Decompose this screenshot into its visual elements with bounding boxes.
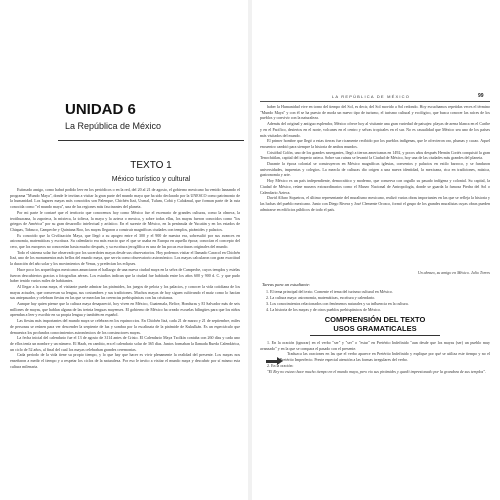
paragraph: Durante la época colonial se construyeron en México magníficas iglesias, conventos y palacios en estilo barroco, y se fundaron universidades, imprentas y colegios. La mezcla de culturas dio origen a una nueva identidad, la mexicana, rica en tradiciones, música, gastronomía y arte. bbox=[260, 161, 490, 178]
paragraph: La fecha inicial del calendario fue el 13 de agosto de 3114 antes de Cristo. El Calendario Maya Tzolkín contaba con 260 días y cada uno de ellos tenía un nombre y un número. El Haab, en cambio, era el calendario solar de 365 días. Juntos formaban la llamada Rueda Calendárica, un ciclo de 52 años, al final del cual los mayas celebraban grandes ceremonias. bbox=[10, 335, 240, 352]
comprehension-heading bbox=[310, 315, 440, 333]
comprehension-heading-line: USOS GRAMATICALES bbox=[333, 324, 417, 333]
list-item: 4. La historia de los mayas y de otros pueblos prehispánicos de México. bbox=[266, 307, 382, 312]
paragraph: Traduzca las oraciones en las que el verbo aparece en Pretérito Indefinido y explique por qué se utiliza este tiempo y no el Pretérito Imperfecto. Preste especial atención a las formas irregulares del verbo. bbox=[280, 351, 490, 363]
body-text bbox=[10, 187, 240, 433]
paragraph: El primer hombre que llegó a estas tierras fue ricamente recibido por los pueblos indígenas, que le ofrecieron oro, plumas y cacao. Aquel encuentro cambió para siempre la historia de ambos mundos. bbox=[260, 138, 490, 149]
comprehension-heading-line: COMPRENSIÓN DEL TEXTO bbox=[324, 315, 426, 324]
texto-subheading: México turístico y cultural bbox=[111, 176, 191, 183]
texto-heading: TEXTO 1 bbox=[130, 160, 172, 171]
paragraph: haber la Humanidad vive en torno del tiempo del Sol, es decir, del Sol movido a Sol redondo. Hoy escuchamos repetidas veces el término "Mundo Maya" y con él se ha puesto de moda un nuevo tipo de turismo, el turismo cultural y ecológico, que busca conocer las raíces de los pueblos y convivir con la naturaleza. bbox=[260, 104, 490, 121]
unit-subtitle: La República de México bbox=[65, 121, 162, 131]
left-page bbox=[0, 0, 248, 500]
paragraph: Hace poco los arqueólogos mexicanos anunciaron el hallazgo de una nueva ciudad maya en la selva de Campeche, cuyos templos y estelas fueron descubiertos gracias a fotografías aéreas. Los estudios indican que la ciudad fue habitada entre los años 600 y 900 d. C. y que pudo haber tenido varios miles de habitantes. bbox=[10, 266, 240, 284]
arrow-head bbox=[277, 357, 283, 365]
list-item: 1. El tema principal del texto. Comente el tema del turismo cultural en México. bbox=[266, 289, 393, 294]
paragraph: Todo el sistema solar fue observado por los sacerdotes mayas desde sus observatorios. Hoy podemos visitar el llamado Caracol en Chichén Itzá, uno de los monumentos más bellos del mundo maya, que servía como observatorio astronómico. Los mayas calcularon con gran exactitud la duración del año solar y los movimientos de Venus, y predecían los eclipses. bbox=[10, 249, 240, 267]
tasks-list bbox=[266, 289, 488, 313]
paragraph: Por mi parte le contaré que el territorio que conocemos hoy como México fue el escenario de grandes culturas, como la olmeca, la teotihuacana, la zapoteca, la mixteca, la tolteca, la maya y la azteca o mexica, y sobre todas ellas, los mayas fueron conocidos como "los griegos de América" por su gran desarrollo intelectual y artístico. En el sureste de México, en la península de Yucatán y en los estados de Chiapas, Tabasco, Campeche y Quintana Roo, los mayas llegaron a construir magníficas ciudades con templos, pirámides y palacios. bbox=[10, 209, 240, 232]
paragraph: Al llegar a la zona maya, el visitante puede admirar las pirámides, los juegos de pelota y los palacios, y conocer la vida cotidiana de los mayas actuales, que conservan su lengua, sus costumbres y sus tradiciones. Muchos mayas de hoy siguen cultivando el maíz como lo hacían sus antepasados y celebran fiestas en las que se mezclan las creencias prehispánicas con las cristianas. bbox=[10, 283, 240, 301]
list-item: 2. La cultura maya: astronomía, matemáticas, escritura y calendario. bbox=[266, 295, 376, 300]
right-page bbox=[252, 0, 500, 500]
paragraph: Estimado amigo, como habrá podido leer en los periódicos o en la red, del 20 al 21 de agosto, el gobierno mexicano ha venido lanzando el programa "Mundo Maya", donde le invitan a visitar la gran parte del mundo maya que ha sido declarado por la UNESCO como patrimonio de la humanidad. Los lugares mayas más conocidos son Palenque, Chichén Itzá, Uxmal, Tulum, Cobá y Calakmul, que forman parte de la ruta conocida como "el mundo maya", una de las regiones más fascinantes del planeta. bbox=[10, 187, 240, 210]
paragraph: "El Rey no estuvo hace mucho tiempo en el mundo maya, pero vio sus pirámides y quedó impresionado por la grandeza de sus templos". bbox=[267, 368, 486, 374]
page-number: 99 bbox=[478, 93, 484, 99]
running-head: LA REPÚBLICA DE MÉXICO bbox=[331, 94, 411, 99]
unit-title: UNIDAD 6 bbox=[65, 101, 136, 118]
paragraph: David Alfaro Siqueiros, el último representante del muralismo mexicano, realizó varias obras importantes en las que se refleja la historia y las luchas del pueblo mexicano. Junto con Diego Rivera y José Clemente Orozco, formó el grupo de los grandes muralistas cuyas obras pueden admirarse en edificios públicos de todo el país. bbox=[260, 195, 490, 212]
paragraph: Hoy México es un país independiente, democrático y moderno, que conserva con orgullo su pasado indígena y colonial. Su capital, la Ciudad de México, reúne museos extraordinarios como el Museo Nacional de Antropología, donde se guarda la famosa Piedra del Sol o Calendario Azteca. bbox=[260, 178, 490, 195]
letter-signature: Un abrazo, su amigo en México. Julio Torres bbox=[417, 270, 490, 275]
tasks-heading: Tareas para un estudiante: bbox=[262, 282, 311, 287]
exercise-text bbox=[260, 340, 490, 466]
header-rule bbox=[260, 101, 490, 102]
title-rule bbox=[58, 140, 244, 141]
arrow-right-icon bbox=[266, 357, 284, 366]
comprehension-rule bbox=[310, 335, 440, 336]
paragraph: 1. En la oración (ignorar) en el verbo "ser" y "ser" o "estar" en Pretérito Indefinido "aun desde que los mayas (ser) un pueblo muy avanzado" y en la que se compara el pasado con el presente. bbox=[260, 340, 490, 351]
paragraph: Cada período de la vida tiene su propio tiempo, y lo que hay que hacer es vivir plenamente la realidad del presente. Los mayas nos enseñaron a medir el tiempo y a respetar los ciclos de la naturaleza. Por eso le invito a visitar el mundo maya y descubrir por sí mismo esta cultura milenaria. bbox=[10, 352, 240, 369]
paragraph: Las fiestas más importantes del mundo maya se celebran en los equinoccios. En Chichén Itzá, cada 21 de marzo y 21 de septiembre, miles de personas se reúnen para ver descender la serpiente de luz y sombra por la escalinata de la pirámide de Kukulkán. Es un espectáculo que demuestra los profundos conocimientos astronómicos de los constructores mayas. bbox=[10, 318, 240, 335]
paragraph: Además del original y antiguo esplendor, México ofrece hoy al visitante una gran variedad de paisajes: playas de arena blanca en el Caribe y en el Pacífico, desiertos en el norte, volcanes en el centro y selvas tropicales en el sur. No es casualidad que México sea uno de los países más visitados del mundo. bbox=[260, 121, 490, 138]
paragraph: 2. En la oración: bbox=[267, 362, 294, 368]
paragraph: Cristóbal Colón, uno de los grandes navegantes, llegó a tierras americanas en 1492, y pocos años después Hernán Cortés conquistó la gran Tenochtitlan, capital del imperio azteca. Sobre sus ruinas se levantó la Ciudad de México, hoy una de las ciudades más grandes del planeta. bbox=[260, 149, 490, 161]
paragraph: Aunque hay quien piense que la cultura maya desapareció, hoy viven en México, Guatemala, Belice, Honduras y El Salvador más de seis millones de mayas, que hablan alguna de las treinta lenguas mayenses. El gobierno de México ha creado escuelas bilingües para que los niños aprendan a leer y escribir en su propia lengua y también en español. bbox=[10, 301, 240, 318]
list-item: 3. Los conocimientos relacionados con fenómenos naturales y su influencia en la cultura. bbox=[266, 301, 409, 306]
body-text bbox=[260, 104, 490, 268]
paragraph: Es conocido que la Civilización Maya, que llegó a su apogeo entre el 300 y el 900 de nuestra era, sobresalió por sus avances en astronomía, matemáticas y escritura. Su calendario era más exacto que el que se usaba en Europa en aquella época; conocían el concepto del cero, que los europeos no conocerían hasta mucho después, y su escritura jeroglífica es una de las pocas escrituras originales del mundo. bbox=[10, 232, 240, 250]
